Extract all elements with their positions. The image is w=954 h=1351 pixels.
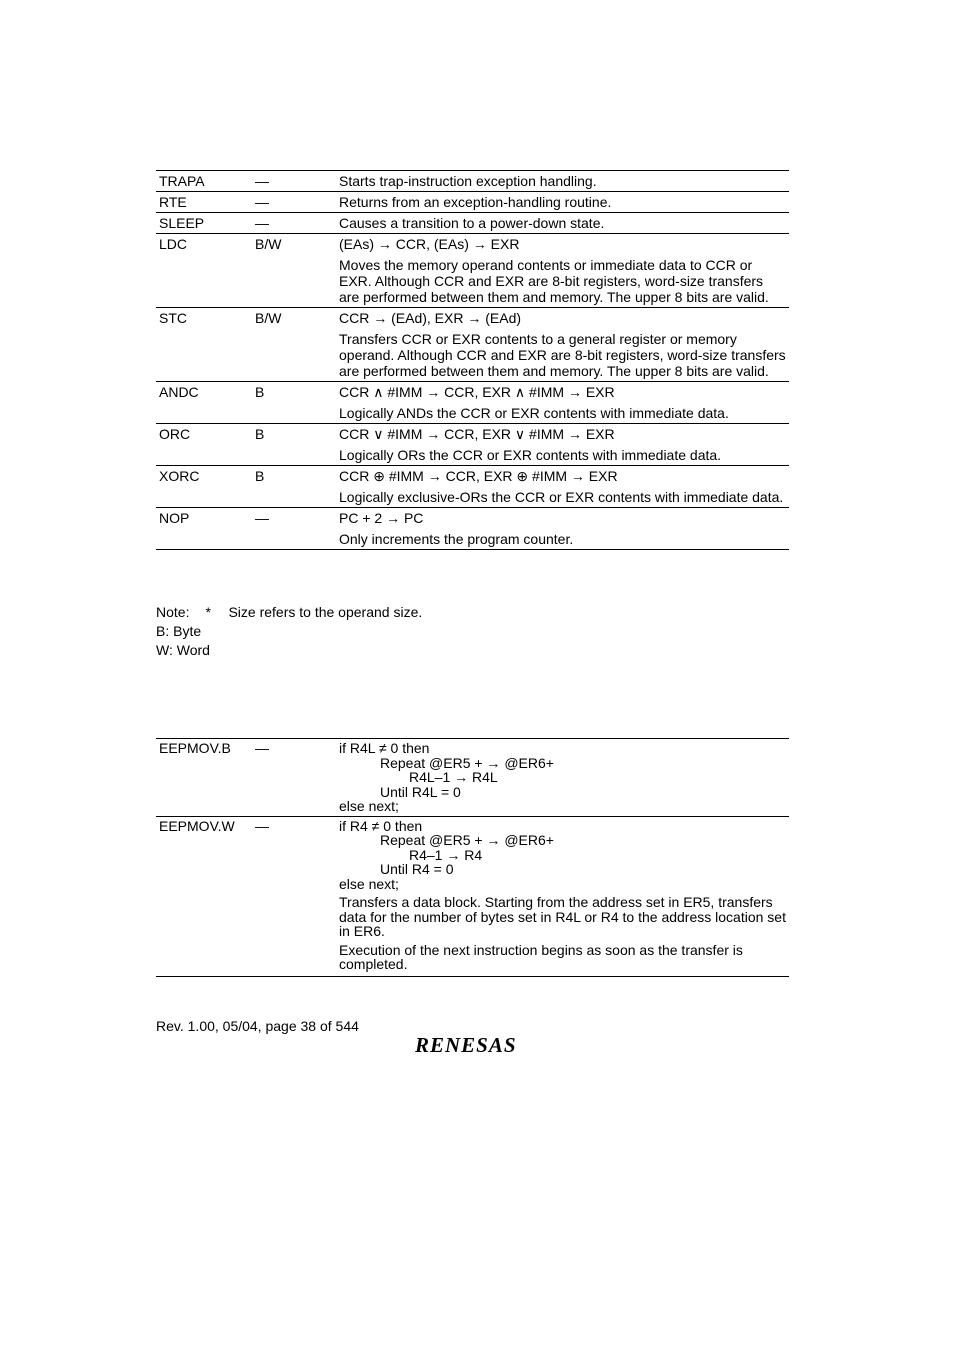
mnemonic-cell: XORC (156, 466, 252, 508)
table-row (156, 382, 789, 424)
size-cell: — (252, 508, 336, 550)
function-text: Only increments the program counter. (339, 531, 574, 547)
function-cell (336, 234, 789, 308)
mnemonic-cell: EEPMOV.B (156, 739, 252, 817)
mnemonic-cell: EEPMOV.W (156, 816, 252, 976)
function-cell (336, 816, 789, 976)
operation-text: CCR → (EAd), EXR → (EAd) (339, 310, 522, 326)
renesas-logo-mark (413, 1034, 535, 1056)
code-line: if R4L ≠ 0 then (339, 740, 430, 756)
size-cell: — (252, 171, 336, 192)
size-cell: B/W (252, 234, 336, 308)
function-text: Causes a transition to a power-down state. (339, 215, 605, 231)
note-line (156, 603, 422, 622)
table-row (156, 192, 789, 213)
operation-text: CCR ∧ #IMM → CCR, EXR ∧ #IMM → EXR (339, 384, 615, 400)
code-line: else next; (339, 798, 399, 814)
function-text: Logically exclusive-ORs the CCR or EXR contents with immediate data. (339, 489, 784, 505)
code-line: Until R4 = 0 (380, 861, 454, 877)
logo-wordmark: RENESAS (415, 1034, 517, 1056)
table-row (156, 308, 789, 382)
renesas-logo (413, 1034, 535, 1059)
instruction-table-system-control (156, 170, 789, 550)
size-cell: — (252, 739, 336, 817)
mnemonic-cell: SLEEP (156, 213, 252, 234)
function-cell (336, 424, 789, 466)
size-cell: — (252, 192, 336, 213)
table-row (156, 213, 789, 234)
operation-text: CCR ⊕ #IMM → CCR, EXR ⊕ #IMM → EXR (339, 468, 618, 484)
code-line: Repeat @ER5 + → @ER6+ (380, 754, 554, 771)
size-cell: — (252, 816, 336, 976)
function-cell (336, 466, 789, 508)
function-text: Transfers CCR or EXR contents to a general register or memory operand. Although CCR and EXR are 8-bit registers, word-size transfers are performed between them and memory. The upper 8 bits are valid. (339, 331, 786, 379)
function-cell (336, 171, 789, 192)
code-line: else next; (339, 875, 399, 892)
code-line: Repeat @ER5 + → @ER6+ (380, 832, 554, 848)
note-word: W: Word (156, 642, 210, 658)
function-cell (336, 192, 789, 213)
page-footer-info: Rev. 1.00, 05/04, page 38 of 544 (156, 1018, 359, 1034)
mnemonic-cell: LDC (156, 234, 252, 308)
function-cell (336, 382, 789, 424)
table-row (156, 171, 789, 192)
size-cell: B (252, 466, 336, 508)
mnemonic-cell: NOP (156, 508, 252, 550)
note-asterisk: * (205, 604, 211, 620)
mnemonic-cell: STC (156, 308, 252, 382)
instruction-table-block-transfer (156, 738, 789, 977)
operation-text: (EAs) → CCR, (EAs) → EXR (339, 236, 520, 252)
function-text: Returns from an exception-handling routine. (339, 194, 612, 210)
function-text: Moves the memory operand contents or immediate data to CCR or EXR. Although CCR and EXR are 8-bit registers, word-size transfers are performed between them and memory. The upper 8 bits are valid. (339, 257, 769, 305)
operation-text: CCR ∨ #IMM → CCR, EXR ∨ #IMM → EXR (339, 426, 615, 442)
note-text: Size refers to the operand size. (228, 604, 423, 620)
function-text: Execution of the next instruction begins as soon as the transfer is completed. (339, 941, 743, 972)
function-cell (336, 508, 789, 550)
size-cell: B (252, 382, 336, 424)
table-row (156, 466, 789, 508)
table-row (156, 508, 789, 550)
function-text: Logically ANDs the CCR or EXR contents with immediate data. (339, 405, 729, 421)
function-text: Starts trap-instruction exception handling. (339, 173, 597, 189)
mnemonic-cell: RTE (156, 192, 252, 213)
code-line: if R4 ≠ 0 then (339, 817, 423, 834)
size-cell: B/W (252, 308, 336, 382)
size-cell: B (252, 424, 336, 466)
function-text: Logically ORs the CCR or EXR contents with immediate data. (339, 447, 722, 463)
table-row (156, 739, 789, 817)
note-byte: B: Byte (156, 623, 202, 639)
operation-text: PC + 2 → PC (339, 510, 424, 526)
table-row (156, 816, 789, 976)
code-line: R4–1 → R4 (409, 846, 483, 863)
function-text: Transfers a data block. Starting from the address set in ER5, transfers data for the number of bytes set in R4L or R4 to the address location set in ER6. (339, 894, 786, 939)
note-label: Note: (156, 604, 190, 620)
code-line: R4L–1 → R4L (409, 769, 498, 785)
table-row (156, 234, 789, 308)
mnemonic-cell: TRAPA (156, 171, 252, 192)
mnemonic-cell: ANDC (156, 382, 252, 424)
function-cell (336, 213, 789, 234)
table-note (156, 603, 422, 660)
table-row (156, 424, 789, 466)
mnemonic-cell: ORC (156, 424, 252, 466)
function-cell (336, 308, 789, 382)
code-line: Until R4L = 0 (380, 783, 461, 800)
size-cell: — (252, 213, 336, 234)
function-cell (336, 739, 789, 817)
